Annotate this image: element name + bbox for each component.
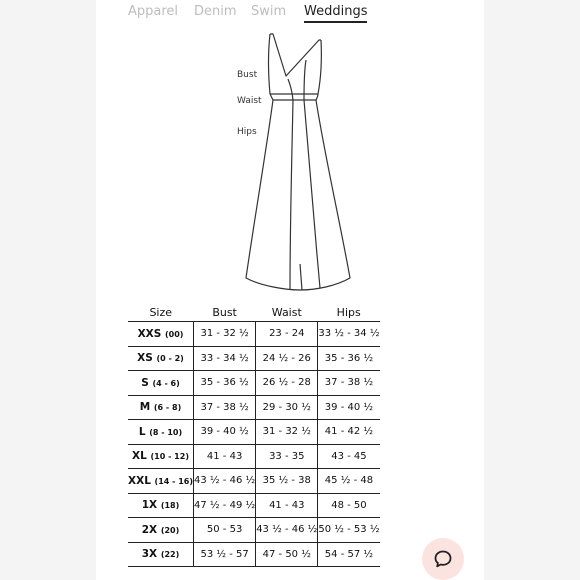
hips-cell: 39 - 40 ½: [318, 395, 380, 420]
hips-cell: 41 - 42 ½: [318, 420, 380, 445]
hips-cell: 54 - 57 ½: [318, 542, 380, 567]
size-range: (6 - 8): [153, 403, 182, 413]
size-range: (8 - 10): [149, 427, 183, 437]
size-cell: [128, 518, 194, 543]
bust-cell: 39 - 40 ½: [194, 420, 256, 445]
size-cell: [128, 444, 194, 469]
bust-cell: 53 ½ - 57: [194, 542, 256, 567]
waist-cell: 33 - 35: [256, 444, 318, 469]
size-label: XL: [132, 450, 147, 463]
waist-cell: 43 ½ - 46 ½: [256, 518, 318, 543]
table-row: [128, 542, 380, 567]
size-range: (20): [160, 525, 180, 535]
table-row: [128, 322, 380, 347]
size-range: (14 - 16): [154, 476, 194, 486]
waist-cell: 29 - 30 ½: [256, 395, 318, 420]
tab-weddings[interactable]: Weddings: [304, 4, 367, 23]
chat-button[interactable]: [422, 538, 464, 580]
bust-cell: 37 - 38 ½: [194, 395, 256, 420]
table-row: [128, 469, 380, 494]
size-label: XXL: [128, 474, 151, 487]
hips-cell: 50 ½ - 53 ½: [318, 518, 380, 543]
waist-cell: 41 - 43: [256, 493, 318, 518]
size-cell: [128, 542, 194, 567]
size-label: L: [138, 425, 146, 438]
header-waist: Waist: [271, 305, 302, 319]
waist-cell: 47 - 50 ½: [256, 542, 318, 567]
size-label: 3X: [141, 548, 158, 561]
hips-cell: 37 - 38 ½: [318, 371, 380, 396]
waist-cell: 31 - 32 ½: [256, 420, 318, 445]
waist-cell: 23 - 24: [256, 322, 318, 347]
table-row: [128, 518, 380, 543]
tab-denim[interactable]: Denim: [194, 4, 237, 19]
size-rows: [128, 322, 380, 567]
size-cell: [128, 322, 194, 347]
waist-cell: 35 ½ - 38: [256, 469, 318, 494]
chat-bubble-icon: [433, 549, 453, 569]
waist-cell: 24 ½ - 26: [256, 346, 318, 371]
size-range: (0 - 2): [156, 354, 184, 364]
bust-cell: 41 - 43: [194, 444, 256, 469]
bust-cell: 35 - 36 ½: [194, 371, 256, 396]
header-hips: Hips: [336, 305, 361, 319]
size-cell: [128, 371, 194, 396]
size-label: XS: [137, 352, 153, 365]
hips-label: Hips: [237, 127, 257, 137]
tab-apparel[interactable]: Apparel: [128, 4, 179, 19]
table-header-row: [128, 303, 380, 322]
hips-cell: 43 - 45: [318, 444, 380, 469]
size-label: XXS: [137, 327, 162, 340]
waist-cell: 26 ½ - 28: [256, 371, 318, 396]
hips-cell: 33 ½ - 34 ½: [318, 322, 380, 347]
size-label: S: [141, 376, 149, 389]
header-bust: Bust: [212, 305, 237, 319]
size-range: (10 - 12): [150, 452, 189, 462]
hips-cell: 48 - 50: [318, 493, 380, 518]
table-row: [128, 420, 380, 445]
tab-swim[interactable]: Swim: [251, 4, 287, 19]
table-row: [128, 395, 380, 420]
size-range: (00): [164, 329, 184, 339]
size-range: (18): [160, 501, 180, 511]
bust-cell: 31 - 32 ½: [194, 322, 256, 347]
bust-label: Bust: [237, 70, 258, 80]
size-range: (4 - 6): [152, 378, 180, 388]
table-row: [128, 444, 380, 469]
size-cell: [128, 395, 194, 420]
size-range: (22): [160, 550, 180, 560]
size-cell: [128, 420, 194, 445]
hips-cell: 45 ½ - 48: [318, 469, 380, 494]
table-row: [128, 371, 380, 396]
size-cell: [128, 469, 194, 494]
size-label: 2X: [141, 523, 158, 536]
size-label: 1X: [141, 499, 158, 512]
bust-cell: 43 ½ - 46 ½: [194, 469, 256, 494]
table-row: [128, 346, 380, 371]
hips-cell: 35 - 36 ½: [318, 346, 380, 371]
table-row: [128, 493, 380, 518]
bust-cell: 47 ½ - 49 ½: [194, 493, 256, 518]
waist-label: Waist: [237, 96, 262, 106]
header-size: Size: [149, 305, 173, 319]
size-cell: [128, 346, 194, 371]
size-cell: [128, 493, 194, 518]
size-chart-table: [128, 303, 380, 567]
bust-cell: 33 - 34 ½: [194, 346, 256, 371]
size-label: M: [139, 401, 151, 414]
bust-cell: 50 - 53: [194, 518, 256, 543]
